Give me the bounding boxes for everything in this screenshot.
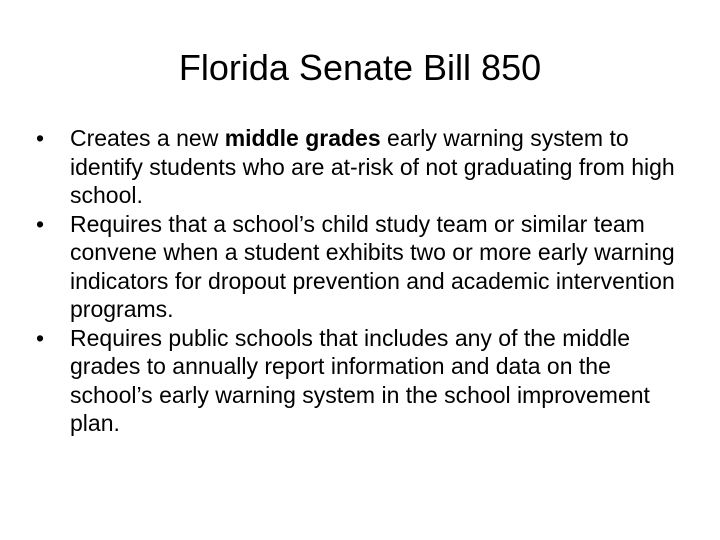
bullet-dot-icon: •: [36, 210, 45, 237]
bullet-1-text-end: early warning system to identify students who are at-risk of not graduating from high school.: [70, 125, 675, 208]
bullet-3-text: Requires public schools that includes any of the middle grades to annually report information and data on the school’s early warning system in the school improvement plan.: [70, 324, 650, 436]
bullet-dot-icon: •: [36, 324, 45, 351]
bullet-item-3: [36, 324, 686, 438]
bullet-item-2: [36, 210, 686, 324]
bullet-dot-icon: •: [36, 125, 45, 151]
bullet-1-text-start: Creates a new: [70, 125, 225, 151]
bullet-2-text: Requires that a school’s child study team or similar team convene when a student exhibits two or more early warning indicators for dropout prevention and academic intervention programs.: [70, 210, 675, 322]
bullet-list: [36, 124, 686, 438]
bullet-1-bold-text: middle grades: [224, 125, 381, 151]
slide-title: Florida Senate Bill 850: [178, 47, 542, 88]
bullet-item-1: [36, 124, 686, 210]
